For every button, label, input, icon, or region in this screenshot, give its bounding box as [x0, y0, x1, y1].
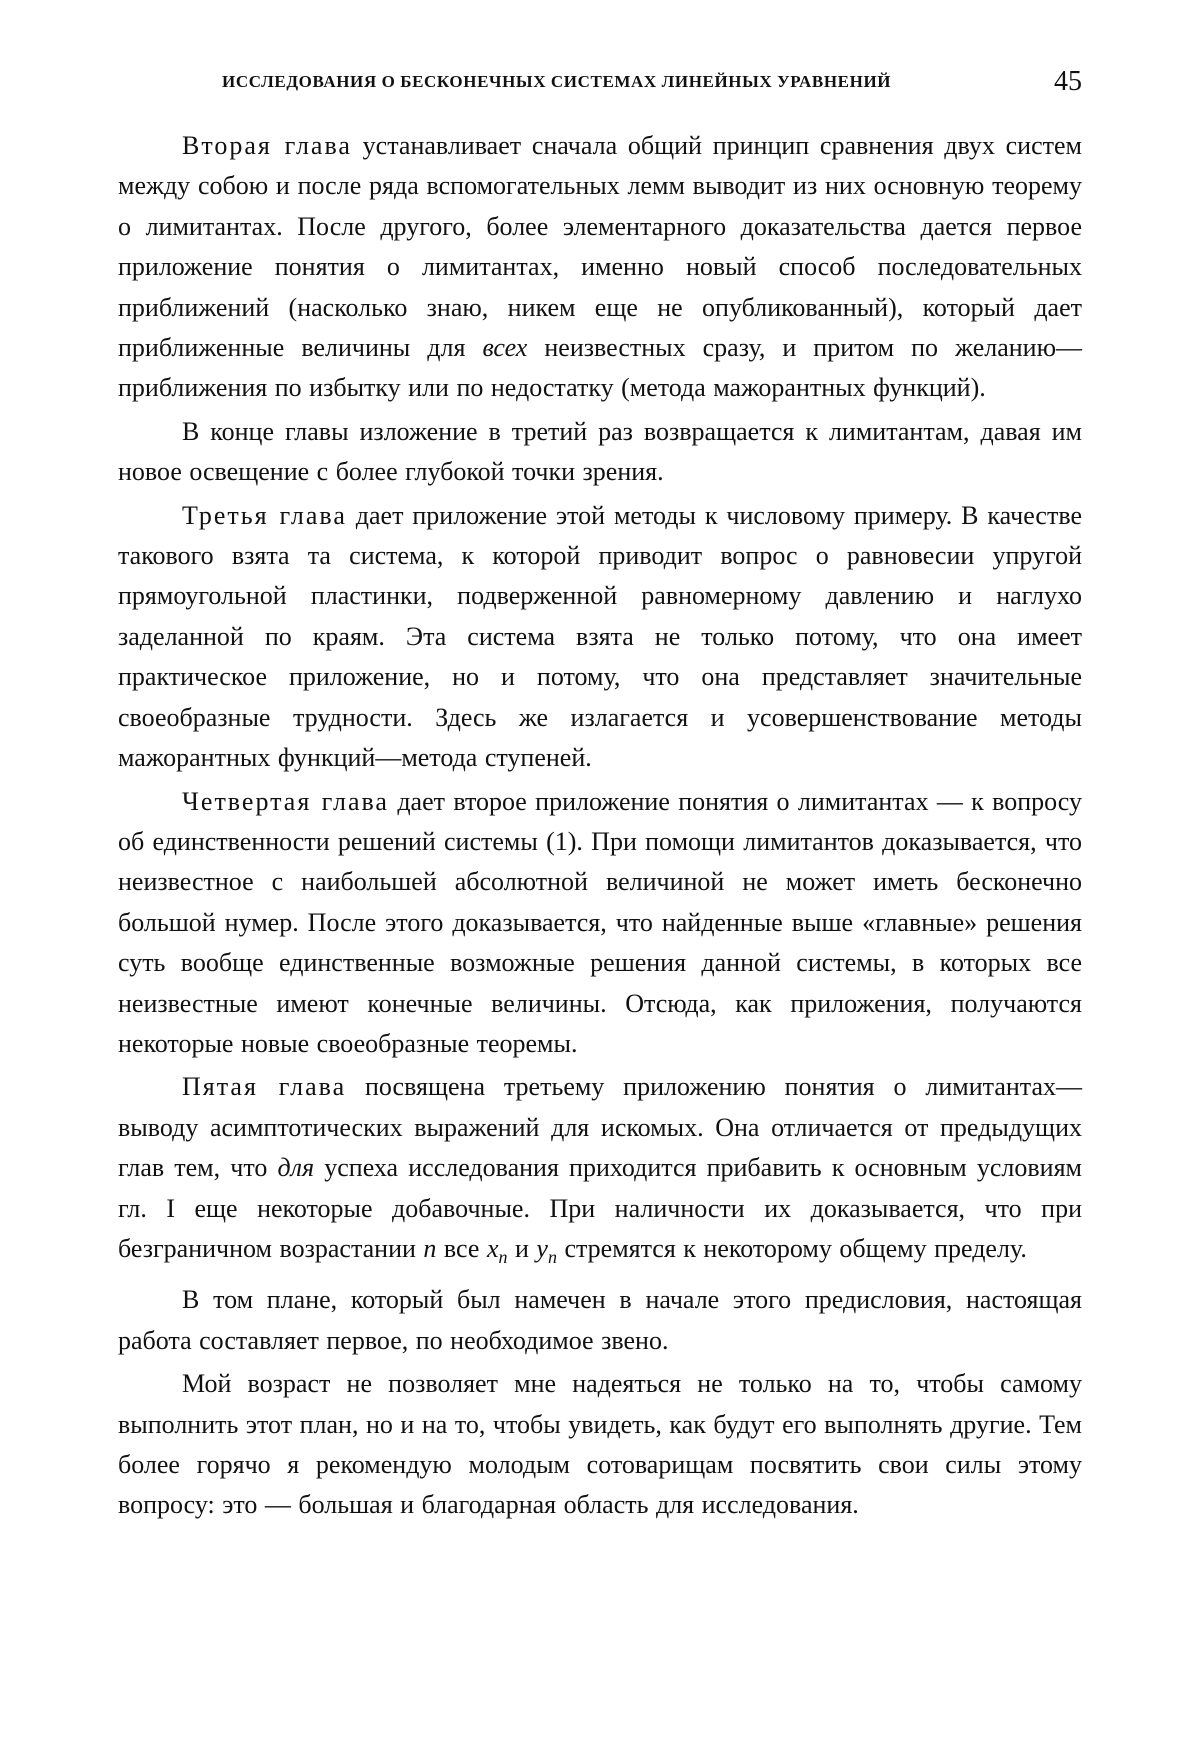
paragraph-closing — [118, 1364, 1082, 1526]
paragraph-chapter-end — [118, 412, 1082, 493]
paragraph-text: дает второе приложение понятия о лимитантах — к вопросу об единственности решений системы (1). При помощи лимитантов доказывается, что неизвестное с наибольшей абсолютной величиной не может иметь бесконечно большой нумер. После этого доказывается, что найденные выше «главные» решения суть вообще единственные возможные решения данной системы, в которых все неизвестные имеют конечные величины. Отсюда, как приложения, получаются некоторые новые своеобразные теоремы. — [118, 786, 1083, 1058]
paragraph-chapter-three — [118, 496, 1082, 779]
paragraph-lead: Третья глава — [182, 500, 347, 530]
math-variable: y — [536, 1233, 548, 1263]
paragraph-chapter-five — [118, 1067, 1082, 1277]
math-subscript: n — [547, 1246, 557, 1267]
paragraph-plan — [118, 1280, 1082, 1361]
paragraph-text: устанавливает сначала общий принцип сравнения двух систем между собою и после ряда вспомогательных лемм выводит из них основную теорему о лимитантах. После другого, более элементарного доказательства дается первое приложение понятия о лимитантах, именно новый способ последовательных приближений (насколько знаю, никем еще не опубликованный), который дает приближенные величины для — [118, 131, 1082, 363]
paragraph-text: посвящена третьему приложению понятия о лимитантах—выводу асимптотических выражений для искомых. Она отличается от предыдущих глав тем, что — [118, 1072, 1082, 1183]
italic-word: всех — [482, 333, 528, 363]
paragraph-text: успеха исследования приходится прибавить к основным условиям гл. I еще некоторые добавочные. При наличности их доказывается, что при безграничном возрастании — [118, 1153, 1082, 1263]
paragraph-text: В конце главы изложение в третий раз возвращается к лимитантам, давая им новое освещение с более глубокой точки зрения. — [118, 416, 1082, 487]
paragraph-text: все — [436, 1233, 487, 1263]
paragraph-lead: Вторая глава — [182, 131, 352, 160]
math-variable: x — [486, 1233, 499, 1263]
running-title: ИССЛЕДОВАНИЯ О БЕСКОНЕЧНЫХ СИСТЕМАХ ЛИНЕЙНЫХ УРАВНЕНИЙ — [222, 72, 892, 91]
paragraph-lead: Четвертая глава — [182, 786, 389, 816]
paragraph-lead: Пятая глава — [182, 1072, 347, 1102]
running-head — [118, 66, 1082, 100]
paragraph-text: неизвестных сразу, и притом по желанию—приближения по избытку или по недостатку (метода мажорантных функций). — [118, 333, 1083, 403]
math-variable: n — [423, 1233, 437, 1263]
paragraph-chapter-four — [118, 782, 1082, 1065]
paragraph-chapter-two — [118, 126, 1082, 409]
paragraph-text: стремятся к некоторому общему пределу. — [556, 1233, 1027, 1263]
paragraph-text: дает приложение этой методы к числовому примеру. В качестве такового взята та система, к которой приводит вопрос о равновесии упругой прямоугольной пластинки, подверженной равномерному давлению и наглухо заделанной по краям. Эта система взята не только потому, что она имеет практическое приложение, но и потому, что она представляет значительные своеобразные трудности. Здесь же излагается и усовершенствование методы мажорантных функций—метода ступеней. — [118, 500, 1082, 773]
math-subscript: n — [498, 1246, 508, 1267]
italic-word: для — [277, 1153, 315, 1183]
page-number: 45 — [1054, 66, 1082, 97]
body-text — [118, 126, 1082, 1526]
paragraph-text: и — [507, 1233, 537, 1263]
paragraph-text: Мой возраст не позволяет мне надеяться не только на то, чтобы самому выполнить этот план, но и на то, чтобы увидеть, как будут его выполнять другие. Тем более горячо я рекомендую молодым сотоварищам посвятить свои силы этому вопросу: это — большая и благодарная область для исследования. — [118, 1369, 1082, 1520]
paragraph-text: В том плане, который был намечен в начале этого предисловия, настоящая работа составляет первое, по необходимое звено. — [118, 1285, 1082, 1355]
